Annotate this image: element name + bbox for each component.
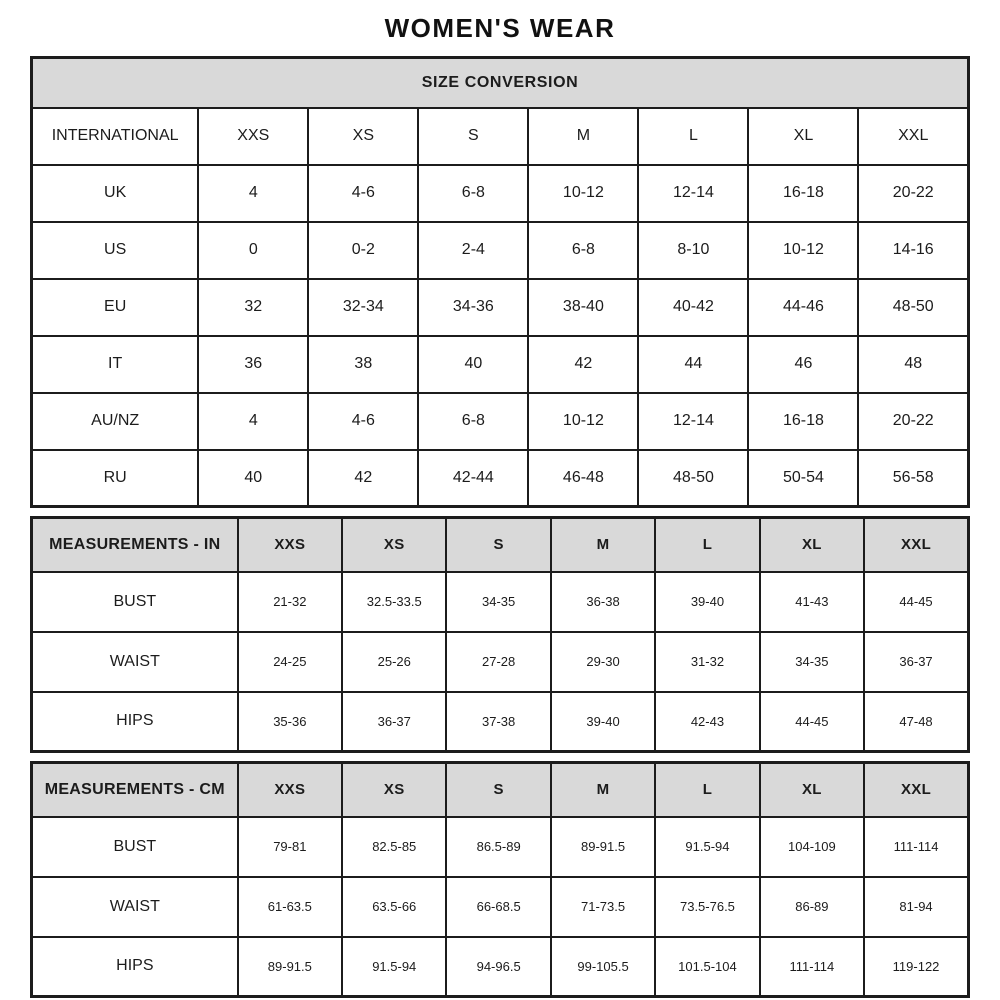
value-cell: 31-32 [655, 632, 759, 692]
value-cell: 73.5-76.5 [655, 877, 759, 937]
value-cell: 94-96.5 [446, 937, 550, 997]
value-cell: 42-43 [655, 692, 759, 752]
value-cell: 86.5-89 [446, 817, 550, 877]
value-cell: 38 [308, 336, 418, 393]
value-cell: 46 [748, 336, 858, 393]
size-header-cell: M [551, 763, 655, 817]
table-row [32, 450, 969, 507]
value-cell: 61-63.5 [238, 877, 342, 937]
size-header-cell: XS [342, 518, 446, 572]
size-header-cell: S [418, 108, 528, 165]
table-row [32, 817, 969, 877]
table-row [32, 165, 969, 222]
value-cell: 20-22 [858, 393, 968, 450]
value-cell: 40-42 [638, 279, 748, 336]
value-cell: 36-37 [342, 692, 446, 752]
value-cell: 82.5-85 [342, 817, 446, 877]
table-row [32, 937, 969, 997]
banner-row [32, 58, 969, 108]
row-label-cell: WAIST [32, 877, 238, 937]
value-cell: 6-8 [528, 222, 638, 279]
value-cell: 6-8 [418, 393, 528, 450]
value-cell: 32-34 [308, 279, 418, 336]
size-header-cell: XXL [864, 763, 968, 817]
value-cell: 36-38 [551, 572, 655, 632]
value-cell: 36-37 [864, 632, 968, 692]
value-cell: 99-105.5 [551, 937, 655, 997]
value-cell: 36 [198, 336, 308, 393]
value-cell: 79-81 [238, 817, 342, 877]
size-header-cell: XXL [858, 108, 968, 165]
row-label-cell: HIPS [32, 692, 238, 752]
value-cell: 2-4 [418, 222, 528, 279]
table-row [32, 692, 969, 752]
value-cell: 34-35 [760, 632, 864, 692]
value-cell: 48-50 [858, 279, 968, 336]
value-cell: 42 [308, 450, 418, 507]
value-cell: 0 [198, 222, 308, 279]
table-title-cell: MEASUREMENTS - CM [32, 763, 238, 817]
size-header-cell: S [446, 763, 550, 817]
table-row [32, 222, 969, 279]
value-cell: 89-91.5 [551, 817, 655, 877]
table-banner-title: SIZE CONVERSION [32, 58, 969, 108]
value-cell: 44-45 [760, 692, 864, 752]
size-conversion-table [30, 56, 970, 508]
size-header-cell: XXS [198, 108, 308, 165]
size-header-cell: XL [760, 518, 864, 572]
page-title: WOMEN'S WEAR [384, 13, 616, 43]
value-cell: 12-14 [638, 165, 748, 222]
value-cell: 104-109 [760, 817, 864, 877]
measurements-in-table [30, 516, 970, 753]
value-cell: 50-54 [748, 450, 858, 507]
value-cell: 39-40 [655, 572, 759, 632]
header-row [32, 518, 969, 572]
value-cell: 47-48 [864, 692, 968, 752]
value-cell: 6-8 [418, 165, 528, 222]
value-cell: 8-10 [638, 222, 748, 279]
value-cell: 91.5-94 [342, 937, 446, 997]
value-cell: 10-12 [528, 165, 638, 222]
value-cell: 71-73.5 [551, 877, 655, 937]
value-cell: 66-68.5 [446, 877, 550, 937]
value-cell: 35-36 [238, 692, 342, 752]
size-header-cell: XL [760, 763, 864, 817]
value-cell: 4 [198, 393, 308, 450]
table-title-cell: INTERNATIONAL [32, 108, 199, 165]
row-label-cell: US [32, 222, 199, 279]
row-label-cell: RU [32, 450, 199, 507]
value-cell: 39-40 [551, 692, 655, 752]
value-cell: 27-28 [446, 632, 550, 692]
value-cell: 12-14 [638, 393, 748, 450]
size-header-cell: XL [748, 108, 858, 165]
value-cell: 111-114 [760, 937, 864, 997]
table-row [32, 877, 969, 937]
value-cell: 48-50 [638, 450, 748, 507]
row-label-cell: UK [32, 165, 199, 222]
value-cell: 46-48 [528, 450, 638, 507]
size-header-cell: XXL [864, 518, 968, 572]
value-cell: 4-6 [308, 165, 418, 222]
value-cell: 86-89 [760, 877, 864, 937]
header-row [32, 108, 969, 165]
row-label-cell: WAIST [32, 632, 238, 692]
header-row [32, 763, 969, 817]
value-cell: 20-22 [858, 165, 968, 222]
size-header-cell: L [655, 518, 759, 572]
value-cell: 16-18 [748, 393, 858, 450]
value-cell: 42-44 [418, 450, 528, 507]
value-cell: 32.5-33.5 [342, 572, 446, 632]
value-cell: 0-2 [308, 222, 418, 279]
value-cell: 14-16 [858, 222, 968, 279]
size-header-cell: S [446, 518, 550, 572]
value-cell: 40 [418, 336, 528, 393]
value-cell: 25-26 [342, 632, 446, 692]
size-header-cell: M [528, 108, 638, 165]
value-cell: 34-36 [418, 279, 528, 336]
value-cell: 34-35 [446, 572, 550, 632]
row-label-cell: IT [32, 336, 199, 393]
value-cell: 16-18 [748, 165, 858, 222]
row-label-cell: EU [32, 279, 199, 336]
table-row [32, 632, 969, 692]
row-label-cell: BUST [32, 572, 238, 632]
value-cell: 40 [198, 450, 308, 507]
value-cell: 56-58 [858, 450, 968, 507]
value-cell: 37-38 [446, 692, 550, 752]
measurements-cm-table [30, 761, 970, 998]
size-header-cell: XS [308, 108, 418, 165]
value-cell: 4 [198, 165, 308, 222]
value-cell: 101.5-104 [655, 937, 759, 997]
row-label-cell: BUST [32, 817, 238, 877]
value-cell: 29-30 [551, 632, 655, 692]
value-cell: 48 [858, 336, 968, 393]
value-cell: 4-6 [308, 393, 418, 450]
value-cell: 91.5-94 [655, 817, 759, 877]
table-row [32, 393, 969, 450]
table-row [32, 572, 969, 632]
value-cell: 24-25 [238, 632, 342, 692]
value-cell: 42 [528, 336, 638, 393]
value-cell: 63.5-66 [342, 877, 446, 937]
value-cell: 89-91.5 [238, 937, 342, 997]
value-cell: 10-12 [528, 393, 638, 450]
table-title-cell: MEASUREMENTS - IN [32, 518, 238, 572]
size-header-cell: L [655, 763, 759, 817]
size-header-cell: M [551, 518, 655, 572]
size-header-cell: L [638, 108, 748, 165]
size-header-cell: XS [342, 763, 446, 817]
value-cell: 111-114 [864, 817, 968, 877]
value-cell: 32 [198, 279, 308, 336]
value-cell: 81-94 [864, 877, 968, 937]
table-row [32, 336, 969, 393]
value-cell: 21-32 [238, 572, 342, 632]
value-cell: 41-43 [760, 572, 864, 632]
value-cell: 38-40 [528, 279, 638, 336]
value-cell: 44 [638, 336, 748, 393]
row-label-cell: AU/NZ [32, 393, 199, 450]
value-cell: 119-122 [864, 937, 968, 997]
table-row [32, 279, 969, 336]
value-cell: 44-46 [748, 279, 858, 336]
row-label-cell: HIPS [32, 937, 238, 997]
value-cell: 10-12 [748, 222, 858, 279]
size-header-cell: XXS [238, 763, 342, 817]
value-cell: 44-45 [864, 572, 968, 632]
size-header-cell: XXS [238, 518, 342, 572]
